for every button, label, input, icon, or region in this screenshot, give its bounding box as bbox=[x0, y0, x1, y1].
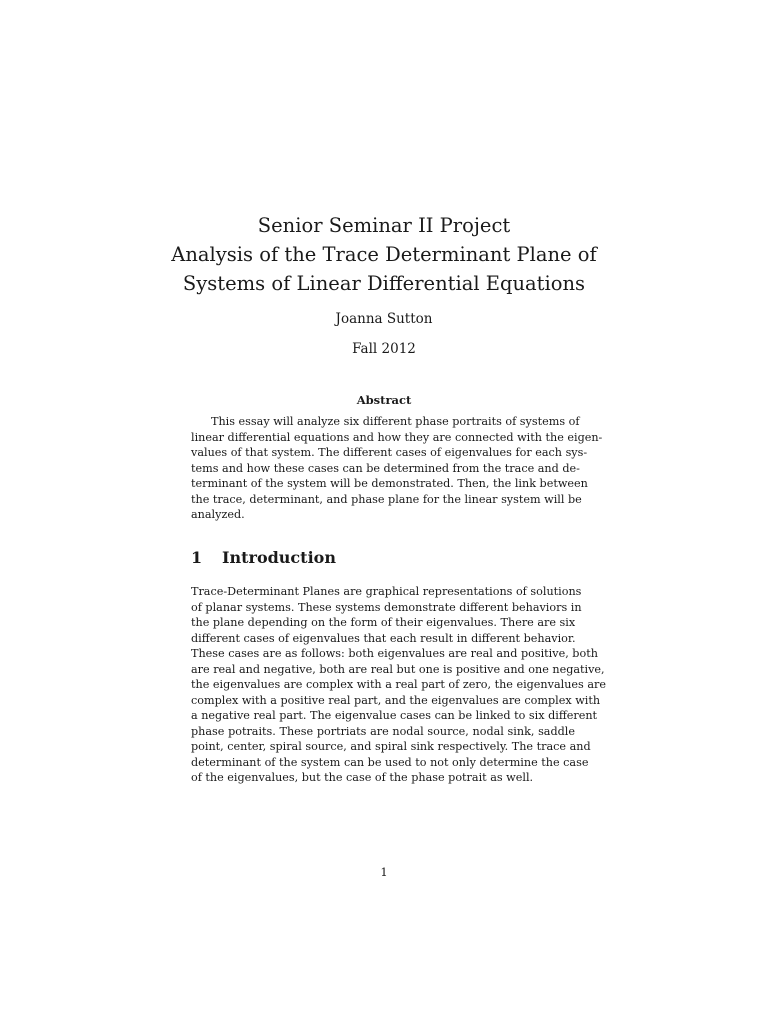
abstract-line: This essay will analyze six different phase portraits of systems of bbox=[211, 415, 580, 428]
abstract-line: tems and how these cases can be determined from the trace and de- bbox=[191, 461, 580, 475]
section-number: 1 bbox=[191, 548, 203, 567]
paper-title bbox=[0, 211, 768, 298]
intro-line: different cases of eigenvalues that each result in different behavior. bbox=[191, 631, 576, 645]
intro-line: point, center, spiral source, and spiral sink respectively. The trace and bbox=[191, 740, 591, 753]
intro-line: a negative real part. The eigenvalue cases can be linked to six different bbox=[191, 709, 598, 722]
abstract-line: analyzed. bbox=[191, 508, 245, 521]
publication-date: Fall 2012 bbox=[352, 341, 416, 357]
section-title: Introduction bbox=[222, 548, 336, 567]
abstract-heading: Abstract bbox=[356, 393, 412, 407]
author-name: Joanna Sutton bbox=[335, 311, 433, 327]
intro-line: determinant of the system can be used to not only determine the case bbox=[191, 755, 589, 769]
abstract-line: terminant of the system will be demonstrated. Then, the link between bbox=[191, 477, 588, 490]
title-line: Analysis of the Trace Determinant Plane of bbox=[171, 243, 597, 266]
intro-line: of planar systems. These systems demonstrate different behaviors in bbox=[191, 600, 582, 614]
intro-line: complex with a positive real part, and the eigenvalues are complex with bbox=[191, 693, 601, 707]
abstract-line: the trace, determinant, and phase plane for the linear system will be bbox=[191, 492, 582, 506]
section-heading bbox=[191, 548, 336, 567]
intro-line: are real and negative, both are real but one is positive and one negative, bbox=[191, 662, 605, 676]
title-line: Senior Seminar II Project bbox=[257, 214, 511, 237]
abstract-line: linear differential equations and how they are connected with the eigen- bbox=[191, 430, 603, 444]
intro-line: the plane depending on the form of their eigenvalues. There are six bbox=[191, 616, 576, 629]
intro-line: of the eigenvalues, but the case of the phase potrait as well. bbox=[191, 771, 534, 784]
intro-line: Trace-Determinant Planes are graphical representations of solutions bbox=[191, 585, 582, 598]
intro-line: These cases are as follows: both eigenvalues are real and positive, both bbox=[191, 647, 598, 660]
page-number: 1 bbox=[380, 865, 388, 879]
introduction-body bbox=[191, 584, 606, 786]
intro-line: phase potraits. These portriats are nodal source, nodal sink, saddle bbox=[191, 724, 575, 738]
intro-line: the eigenvalues are complex with a real part of zero, the eigenvalues are bbox=[191, 678, 606, 691]
title-line: Systems of Linear Differential Equations bbox=[182, 272, 586, 295]
abstract-line: values of that system. The different cases of eigenvalues for each sys- bbox=[191, 446, 588, 459]
abstract-body bbox=[191, 414, 603, 523]
